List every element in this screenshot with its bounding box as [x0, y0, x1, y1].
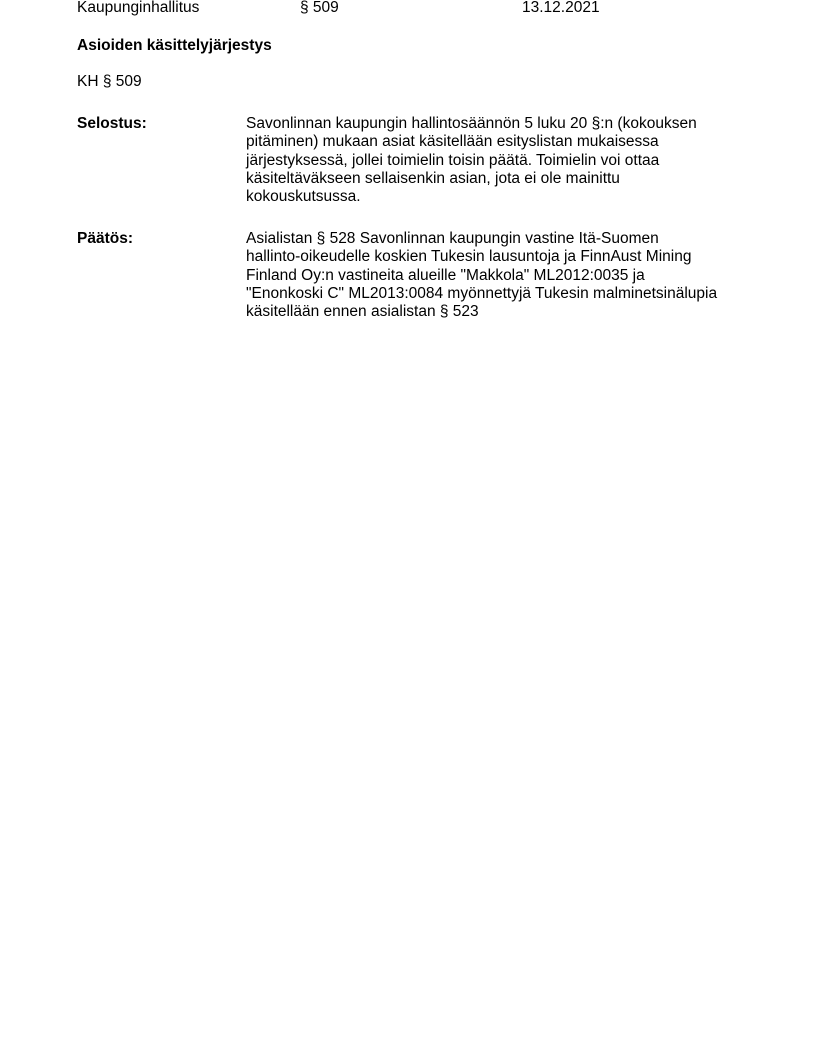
paatos-label: Päätös:: [77, 230, 133, 247]
paatos-line: hallinto-oikeudelle koskien Tukesin lausuntoja ja FinnAust Mining: [246, 248, 692, 266]
selostus-line: järjestyksessä, jollei toimielin toisin päätä. Toimielin voi ottaa: [246, 151, 660, 169]
paatos-line: "Enonkoski C" ML2013:0084 myönnettyjä Tukesin malminetsinälupia: [246, 284, 718, 302]
item-title: Asioiden käsittelyjärjestys: [77, 37, 272, 54]
paatos-text: [246, 230, 746, 321]
paatos-line: Finland Oy:n vastineita alueille "Makkola" ML2012:0035 ja: [246, 266, 645, 284]
header-body-name: Kaupunginhallitus: [77, 0, 200, 16]
item-reference: KH § 509: [77, 73, 142, 90]
selostus-line: käsiteltäväkseen sellaisenkin asian, jota ei ole mainittu: [246, 169, 620, 187]
selostus-line: kokouskutsussa.: [246, 188, 361, 206]
paatos-line: käsitellään ennen asialistan § 523: [246, 303, 479, 321]
selostus-label: Selostus:: [77, 115, 147, 132]
header-date: 13.12.2021: [522, 0, 600, 16]
header-section-number: § 509: [300, 0, 339, 16]
selostus-text: [246, 115, 746, 206]
selostus-line: Savonlinnan kaupungin hallintosäännön 5 luku 20 §:n (kokouksen: [246, 115, 697, 132]
paatos-line: Asialistan § 528 Savonlinnan kaupungin vastine Itä-Suomen: [246, 230, 659, 247]
selostus-line: pitäminen) mukaan asiat käsitellään esityslistan mukaisessa: [246, 133, 659, 151]
